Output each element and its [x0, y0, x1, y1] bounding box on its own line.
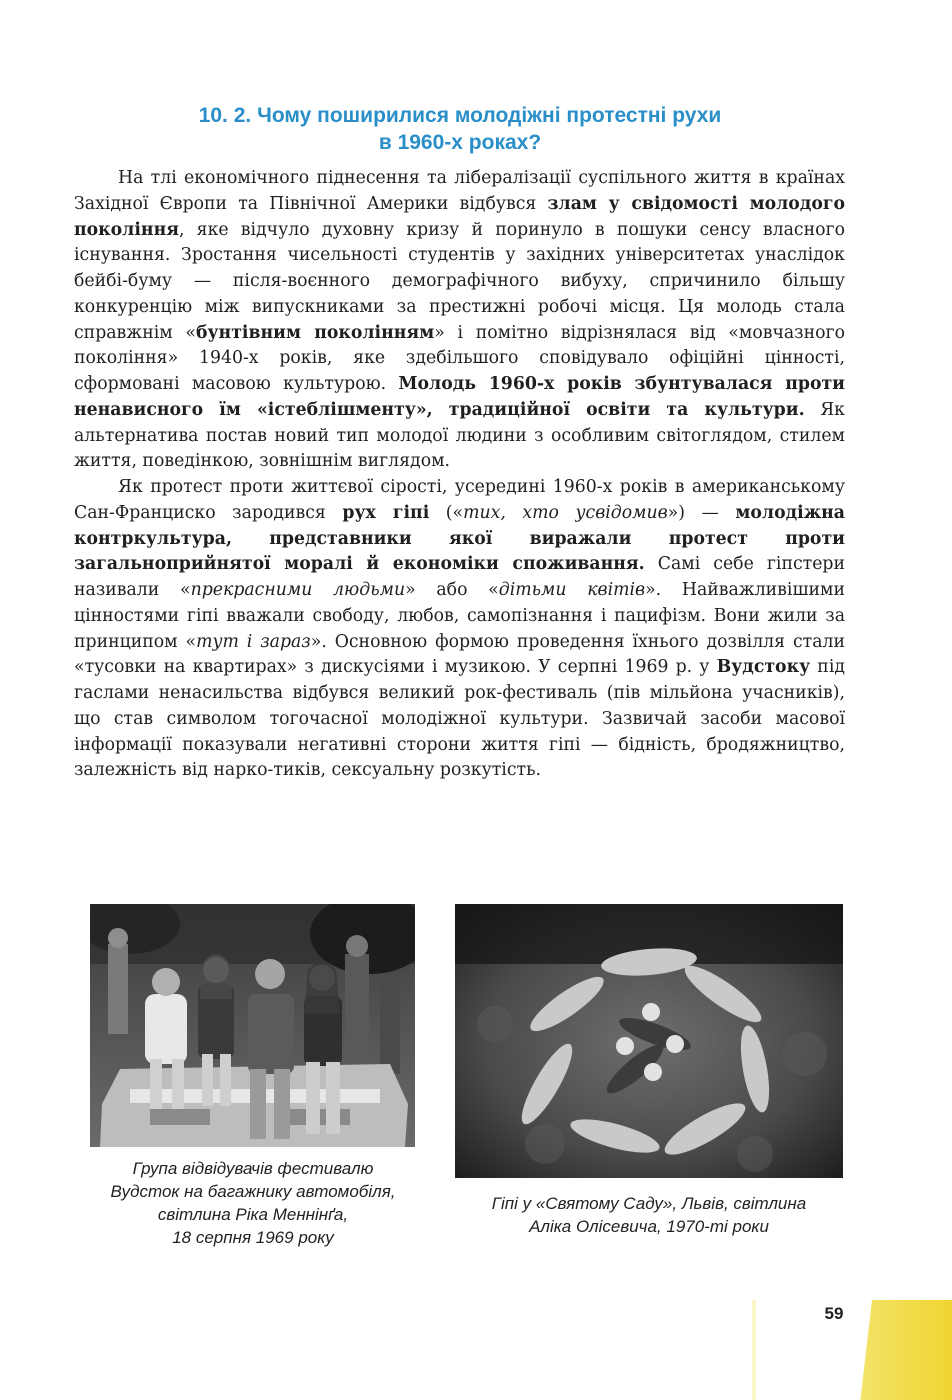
- bold-term: Молодь 1960-х років збунтувалася проти ненависного їм «істеблішменту», традиційної освіти та культури.: [74, 374, 845, 420]
- caption-line: 18 серпня 1969 року: [172, 1228, 334, 1247]
- text-run: » і помітно відрізнялася від «мовчазного покоління» 1940-х років, яке здебільшого сповідувало офіційні цінності, сформовані масовою культурою.: [74, 322, 845, 394]
- holy-garden-photo-caption: [445, 1192, 853, 1238]
- caption-line: світлина Ріка Меннінґа,: [157, 1205, 349, 1224]
- text-run: Як протест проти життєвої сірості, усередині 1960-х років в американському Сан-Франциско зародився: [74, 477, 845, 523]
- text-run: («: [429, 502, 464, 523]
- bold-term: молодіжна контркультура, представники якої виражали протест проти загальноприйнятої моралі й економіки споживання.: [74, 502, 845, 575]
- woodstock-photo-caption: [70, 1157, 436, 1249]
- woodstock-photo-image: [90, 904, 415, 1147]
- paragraph-2: [74, 475, 845, 784]
- caption-line: Аліка Олісевича, 1970-ті роки: [529, 1217, 769, 1236]
- bold-term: рух гіпі: [342, 502, 430, 523]
- section-heading: [60, 102, 860, 156]
- text-run: ») —: [667, 502, 736, 523]
- text-run: ». Основною формою проведення їхнього дозвілля стали «тусовки на квартирах» з дискусіями і музикою. У серпні 1969 р. у: [74, 631, 845, 678]
- bold-term: Вудстоку: [716, 657, 811, 678]
- italic-term: тих, хто усвідомив: [463, 502, 668, 523]
- italic-term: дітьми квітів: [498, 580, 646, 600]
- body-text: [74, 166, 845, 784]
- caption-line: Вудсток на багажнику автомобіля,: [110, 1182, 396, 1201]
- holy-garden-photo-image: [455, 904, 843, 1178]
- text-run: , яке відчуло духовну кризу й поринуло в пошуки сенсу власного існування. Зростання чисельності студентів у західних університетах унаслідок бейбі-буму — після-воєнного демографічного вибуху, спричинило більшу конкуренцію між випускниками за престижні робочі місця. Ця молодь стала справжнім «: [74, 219, 845, 343]
- bold-term: злам у свідомості молодого покоління: [74, 193, 845, 240]
- text-run: » або «: [405, 580, 499, 600]
- section-heading-line-2: в 1960-х роках?: [378, 131, 542, 154]
- text-run: під гаслами ненасильства відбувся великий рок-фестиваль (пів мільйона учасників), що став символом тогочасної молодіжної культури. Зазвичай засоби масової інформації показували негативні сторони життя гіпі — бідність, бродяжництво, залежність від нарко-тиків, сексуальну розкутість.: [74, 657, 845, 781]
- text-run: Як альтернатива постав новий тип молодої людини з особливим світоглядом, стилем життя, поведінкою, зовнішнім виглядом.: [74, 399, 845, 472]
- italic-term: тут і зараз: [196, 631, 311, 652]
- page-number: 59: [824, 1304, 844, 1323]
- holy-garden-photo: [455, 904, 843, 1178]
- text-run: ». Найважливішими цінностями гіпі вважали свободу, любов, самопізнання і пацифізм. Вони жили за принципом «: [74, 580, 845, 652]
- caption-line: Гіпі у «Святому Саду», Львів, світлина: [491, 1194, 807, 1213]
- woodstock-photo: [90, 904, 415, 1147]
- text-run: На тлі економічного піднесення та лібералізації суспільного життя в країнах Західної Європи та Північної Америки відбувся: [74, 168, 845, 214]
- caption-line: Група відвідувачів фестивалю: [132, 1159, 374, 1178]
- text-run: Самі себе гіпстери називали «: [74, 554, 846, 600]
- paragraph-1: [74, 166, 845, 475]
- italic-term: прекрасними людьми: [190, 580, 406, 600]
- section-heading-line-1: 10. 2. Чому поширилися молодіжні протестні рухи: [198, 104, 722, 127]
- bold-term: бунтівним поколінням: [195, 322, 435, 343]
